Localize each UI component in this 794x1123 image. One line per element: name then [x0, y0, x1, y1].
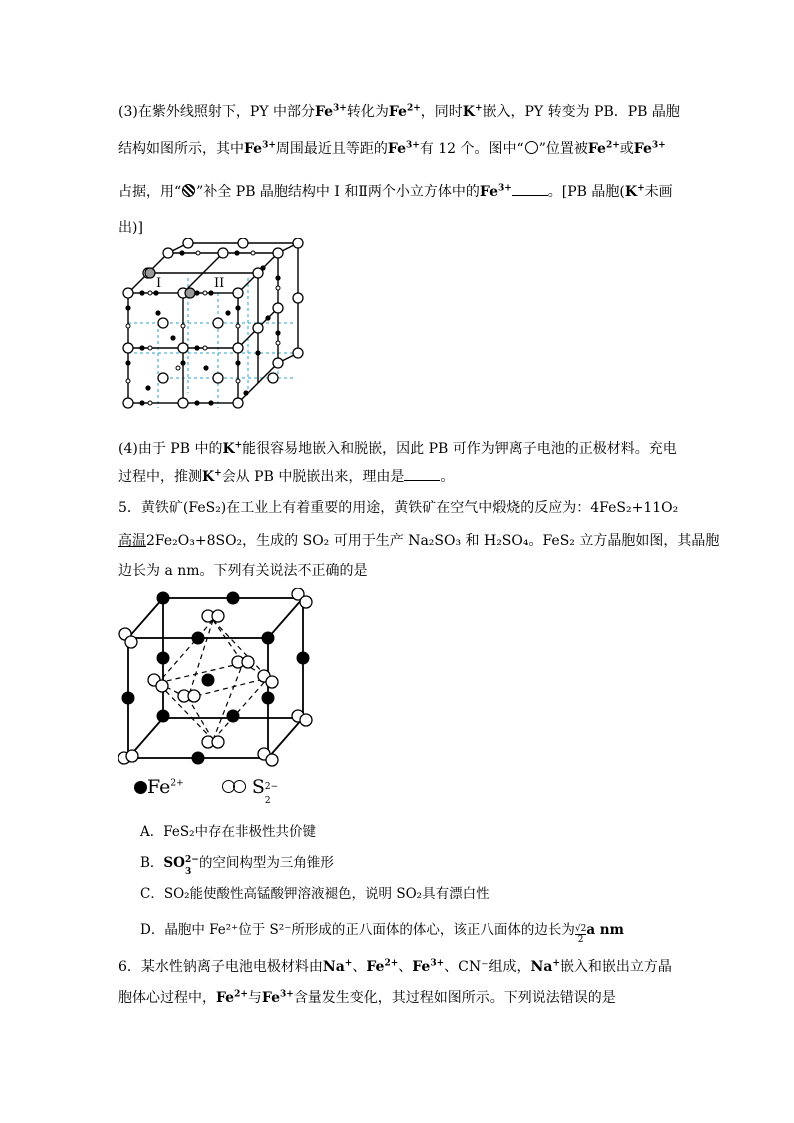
q6-line-2: [118, 980, 678, 1016]
text: ，同时: [420, 104, 463, 120]
text: 。[PB 晶胞(: [547, 184, 625, 200]
fe2-ion: $Fe^{2+}$: [587, 140, 620, 157]
text: 含量发生变化，其过程如图所示。下列说法错误的是: [293, 990, 616, 1006]
text: 。: [440, 469, 455, 485]
fe-legend-label: Fe: [147, 776, 171, 798]
cube-label-1: I: [156, 276, 162, 291]
answer-blank[interactable]: [404, 470, 440, 481]
text: 过程中，推测: [118, 469, 202, 485]
q3-line-3: [118, 174, 678, 210]
k-ion: K+: [222, 440, 243, 457]
answer-blank[interactable]: [512, 185, 548, 196]
text: 占据，用“: [118, 184, 182, 200]
fe3-ion: $Fe^{3+}$: [387, 140, 420, 157]
inner-grid: [128, 263, 296, 408]
fe3-ion: $Fe^{3+}$: [314, 103, 347, 120]
text: 6．某水性钠离子电池电极材料由: [118, 959, 323, 975]
text: 嵌入和嵌出立方晶: [559, 959, 672, 975]
fe3-ion: $Fe^{3+}$: [244, 140, 276, 157]
text: (3)在紫外线照射下，PY 中部分: [118, 104, 315, 120]
option-b[interactable]: [140, 851, 334, 877]
cube-label-2: II: [214, 276, 225, 291]
option-c[interactable]: C．SO₂能使酸性高锰酸钾溶液褪色，说明 SO₂具有漂白性: [140, 886, 490, 902]
q6-line-1: 6．某水性钠离子电池电极材料由Na+、$Fe^{2+}$、$Fe^{3+}$、CN⁻组成，Na+嵌入和嵌出立方晶: [118, 958, 672, 975]
text: 有 12 个。图中“: [419, 141, 524, 157]
text: 与: [247, 990, 262, 1006]
fes2-crystal-figure: [118, 588, 318, 768]
na-ion: Na+: [322, 958, 353, 975]
na-ion: Na+: [530, 958, 560, 975]
option-a[interactable]: A．FeS₂中存在非极性共价键: [140, 824, 317, 840]
sulfite-ion: SO 2− 3: [163, 855, 199, 877]
text: 转化为: [346, 104, 389, 120]
text: ”补全 PB 晶胞结构中 I 和Ⅱ两个小立方体中的: [196, 184, 480, 200]
fe3-ion: $Fe^{3+}$: [261, 989, 294, 1006]
fe3-ion: $Fe^{3+}$: [633, 140, 666, 157]
fe2-ion: $Fe^{2+}$: [216, 989, 248, 1006]
figure-legend: $Fe^{2+}$ S 2− 2: [134, 776, 283, 798]
q3-line-1: [118, 94, 678, 130]
q3-line-2: [118, 131, 678, 167]
option-d[interactable]: [140, 918, 624, 945]
hatched-circle-icon: [182, 184, 195, 197]
open-circle-icon: [525, 141, 538, 154]
k-ion: K+: [462, 103, 483, 120]
fe-legend-dot-icon: [134, 781, 147, 794]
text: 2Fe₂O₃+8SO₂，生成的 SO₂ 可用于生产 Na₂SO₃ 和 H₂SO₄。FeS₂ 立方晶胞如图，其晶胞: [146, 533, 720, 549]
q5-line-1: 5．黄铁矿(FeS₂)在工业上有着重要的用途，黄铁矿在空气中煅烧的反应为：4FeS₂+11O₂: [118, 500, 679, 516]
text: 会从 PB 中脱嵌出来，理由是: [221, 469, 405, 485]
k-ion: K+: [202, 468, 222, 485]
fe3-ion: $Fe^{3+}$: [479, 183, 512, 200]
fe3-ion: $Fe^{3+}$: [412, 958, 445, 975]
fe2-ion: $Fe^{2+}$: [366, 958, 399, 975]
q5-line-3: 边长为 a nm。下列有关说法不正确的是: [118, 563, 368, 579]
text: 未画: [644, 184, 673, 200]
condition-text: 高温: [118, 533, 146, 549]
k-ion: K+: [624, 183, 645, 200]
text: 结构如图所示，其中: [118, 141, 244, 157]
charge: 2+: [170, 778, 184, 789]
text: 胞体心过程中，: [118, 990, 216, 1006]
pb-crystal-figure: [118, 238, 318, 424]
text: 的空间构型为三角锥形: [198, 855, 334, 871]
text: a nm: [586, 922, 624, 938]
text: 出)]: [118, 220, 143, 236]
text: 能很容易地嵌入和脱嵌，因此 PB 可作为钾离子电池的正极材料。充电: [242, 441, 677, 457]
s2-ions: [118, 588, 312, 766]
text: ”位置被: [538, 141, 588, 157]
text: (4)由于 PB 中的: [118, 441, 223, 457]
text: 嵌入，PY 转变为 PB．PB 晶胞: [482, 104, 680, 120]
text: 或: [619, 141, 634, 157]
fe2-ion: $Fe^{2+}$: [388, 103, 421, 120]
text: B．: [140, 855, 164, 871]
fraction: $\frac{√2}{2}$: [574, 924, 587, 945]
text: D．晶胞中 Fe²⁺位于 S²⁻所形成的正八面体的体心，该正八面体的边长为: [140, 922, 575, 938]
text: 周围最近且等距的: [275, 141, 388, 157]
s2-legend-label: S: [251, 776, 265, 798]
text: CN⁻组成，: [458, 959, 531, 975]
